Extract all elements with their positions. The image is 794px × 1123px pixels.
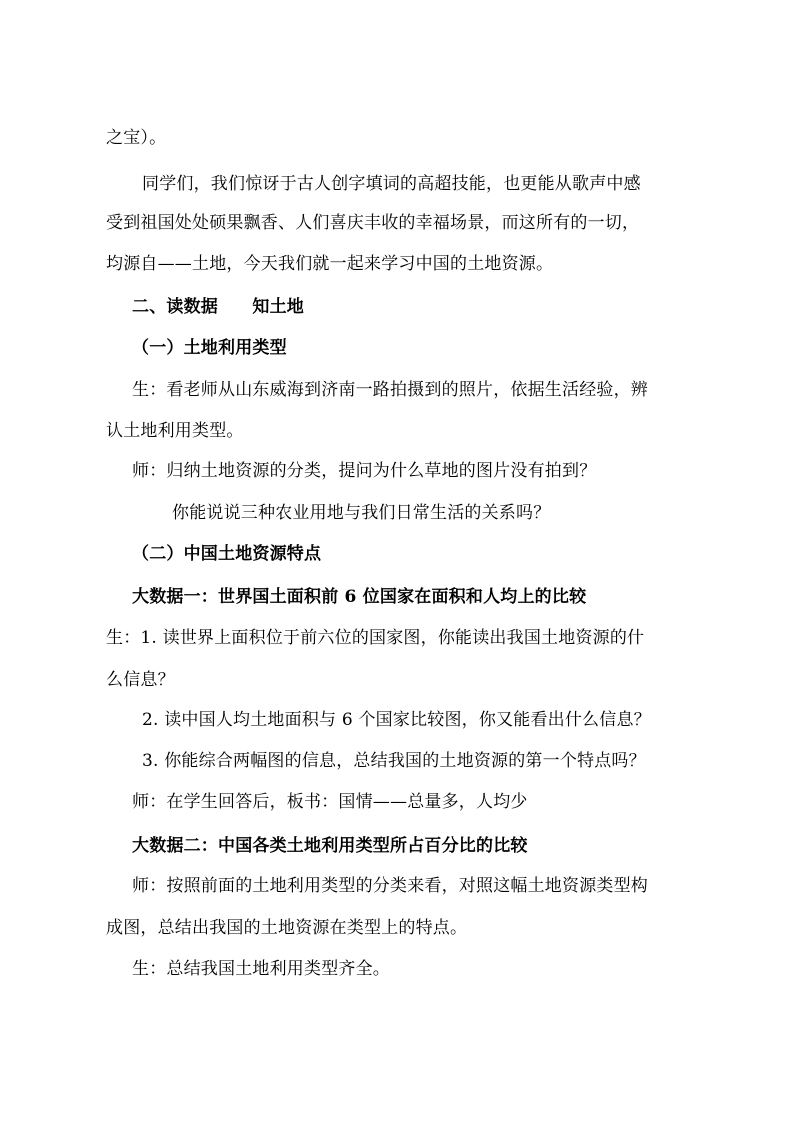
- text-line-10: 你能说说三种农业用地与我们日常生活的关系吗？: [172, 503, 551, 523]
- subsection-heading-features: （二）中国土地资源特点: [132, 544, 322, 564]
- data-heading-2: 大数据二：中国各类土地利用类型所占百分比的比较: [132, 836, 528, 856]
- text-line-19: 师：按照前面的土地利用类型的分类来看，对照这幅土地资源类型构: [132, 876, 648, 896]
- text-line-2: 同学们，我们惊讶于古人创字填词的高超技能，也更能从歌声中感: [142, 174, 641, 194]
- text-line-4: 均源自——土地，今天我们就一起来学习中国的土地资源。: [106, 254, 554, 274]
- text-line-13: 生：1. 读世界上面积位于前六位的国家图，你能读出我国土地资源的什: [106, 628, 645, 648]
- text-line-15: 2. 读中国人均土地面积与 6 个国家比较图，你又能看出什么信息？: [142, 710, 651, 730]
- subsection-heading-land-use: （一）土地利用类型: [132, 338, 287, 358]
- text-line-9: 师：归纳土地资源的分类，提问为什么草地的图片没有拍到？: [132, 461, 597, 481]
- text-line-7: 生：看老师从山东威海到济南一路拍摄到的照片，依据生活经验，辨: [132, 380, 648, 400]
- text-line-17: 师：在学生回答后，板书：国情——总量多，人均少: [132, 792, 528, 812]
- text-line-16: 3. 你能综合两幅图的信息，总结我国的土地资源的第一个特点吗？: [142, 751, 646, 771]
- data-heading-1: 大数据一：世界国土面积前 6 位国家在面积和人均上的比较: [132, 587, 587, 607]
- text-line-3: 受到祖国处处硕果飘香、人们喜庆丰收的幸福场景，而这所有的一切，: [106, 213, 640, 233]
- text-line-14: 么信息？: [106, 670, 175, 690]
- text-line-20: 成图，总结出我国的土地资源在类型上的特点。: [106, 918, 468, 938]
- text-line-21: 生：总结我国土地利用类型齐全。: [132, 959, 390, 979]
- text-line-1: 之宝）。: [106, 128, 167, 148]
- text-line-8: 认土地利用类型。: [106, 421, 244, 441]
- section-heading-2: 二、读数据 知土地: [132, 297, 304, 317]
